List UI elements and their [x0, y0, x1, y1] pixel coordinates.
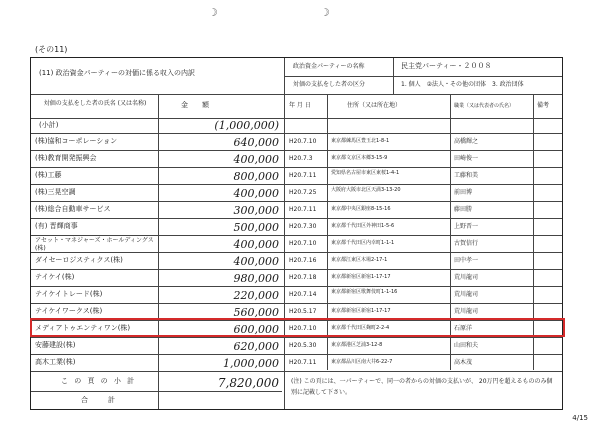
- address: 東京都新宿区新宿1-17-17: [331, 308, 391, 314]
- date: H20.7.3: [289, 155, 313, 162]
- amount: 1,000,000: [223, 357, 279, 370]
- date: H20.7.30: [289, 223, 317, 230]
- amount: 400,000: [233, 153, 279, 166]
- address: 東京都練馬区豊玉北1-8-1: [331, 138, 390, 144]
- column-header-occupation: 職業（又は代表者の氏名）: [454, 103, 515, 109]
- punch-hole-mark: ☽: [320, 6, 330, 19]
- address: 東京都千代田区外神田1-5-6: [331, 223, 395, 229]
- representative: 荒川龍司: [454, 291, 479, 298]
- address: 東京都新宿区歌舞伎町1-1-16: [331, 289, 398, 295]
- amount: 400,000: [233, 238, 279, 251]
- payer-name: 安藤建設(株): [35, 341, 76, 349]
- date: H20.7.10: [289, 240, 317, 247]
- payer-categories: 1. 個人 ②法人・その他の団体 3. 政治団体: [401, 81, 524, 88]
- amount: 560,000: [233, 306, 279, 319]
- payer-name: (有) 晋輝商事: [35, 222, 78, 230]
- address: 東京都品川区南大井6-22-7: [331, 359, 393, 365]
- payer-name: ダイセーロジスティクス(株): [35, 256, 123, 264]
- highlight-box: [30, 318, 565, 337]
- representative: 上野晋一: [454, 223, 479, 230]
- address: 東京都千代田区内幸町1-1-1: [331, 240, 395, 246]
- page-subtotal-label: こ の 頁 の 小 計: [61, 377, 137, 385]
- address: 大阪府大阪市北区天満3-13-20: [331, 187, 401, 193]
- party-name-label: 政治資金パーティーの名称: [293, 63, 365, 70]
- amount: 620,000: [233, 340, 279, 353]
- representative: 高木茂: [454, 359, 473, 366]
- payer-name: (株)協和コーポレーション: [35, 137, 118, 145]
- date: H20.7.10: [289, 138, 317, 145]
- address: 東京都港区芝浦3-12-8: [331, 342, 383, 348]
- amount: 220,000: [233, 289, 279, 302]
- column-header-payer-name: 対価の支払をした者の氏名 (又は名称): [43, 100, 147, 107]
- representative: 前田博: [454, 189, 473, 196]
- payer-name: テイケイワークス(株): [35, 307, 103, 315]
- amount: 300,000: [233, 204, 279, 217]
- representative: 古賀信行: [454, 240, 479, 247]
- amount: 980,000: [233, 272, 279, 285]
- date: H20.7.11: [289, 206, 317, 213]
- date: H20.7.18: [289, 274, 317, 281]
- date: H20.7.16: [289, 257, 317, 264]
- subtotal-label: (小計): [39, 121, 59, 129]
- payer-name: (株)三晃空調: [35, 188, 76, 196]
- address: 東京都中央区銀座8-15-16: [331, 206, 391, 212]
- representative: 田中孝一: [454, 257, 479, 264]
- income-form: [30, 57, 563, 410]
- column-header-date: 年 月 日: [289, 102, 311, 109]
- representative: 荒川龍司: [454, 308, 479, 315]
- representative: 工藤和美: [454, 172, 479, 179]
- payer-name: テイケイ(株): [35, 273, 75, 281]
- grand-total-label: 合 計: [81, 396, 117, 404]
- payer-name: メディアトゥエンティワン(株): [35, 324, 131, 332]
- sheet-label: (その11): [35, 45, 68, 54]
- payer-name: (株)総合自動車サービス: [35, 205, 111, 213]
- date: H20.7.10: [289, 325, 317, 332]
- representative: 田崎俊一: [454, 155, 479, 162]
- representative: 高橋輝之: [454, 138, 479, 145]
- punch-hole-mark: ☽: [208, 6, 218, 19]
- amount: 500,000: [233, 221, 279, 234]
- date: H20.7.11: [289, 172, 317, 179]
- payer-category-label: 対価の支払をした者の区分: [293, 81, 366, 88]
- page-subtotal-amount: 7,820,000: [217, 376, 279, 390]
- date: H20.7.11: [289, 359, 317, 366]
- address: 愛知県名古屋市東区東桜1-4-1: [331, 170, 400, 176]
- representative: 荒川龍司: [454, 274, 479, 281]
- column-header-amount: 金 額: [181, 101, 209, 109]
- column-header-remarks: 備考: [537, 102, 550, 109]
- amount: 640,000: [233, 136, 279, 149]
- payer-name: アセット・マネジャーズ・ホールディングス(株): [35, 237, 154, 252]
- column-header-address: 住所（又は所在地）: [347, 102, 402, 109]
- party-name: 民主党パーティー・２００８: [401, 62, 492, 70]
- address: 東京都江東区木場2-17-1: [331, 257, 388, 263]
- representative: 石原洋: [454, 325, 473, 332]
- amount: 400,000: [233, 187, 279, 200]
- footnote: (注) この頁には、一パーティーで、同一の者からの対価の支払いが、 20万円を超えるもののみ個別に記載して下さい。: [291, 378, 553, 397]
- date: H20.7.14: [289, 291, 317, 298]
- payer-name: (株)教育開発振興会: [35, 154, 97, 162]
- representative: 藤田勝: [454, 206, 473, 213]
- form-title: (11) 政治資金パーティーの対価に係る収入の内訳: [39, 69, 196, 77]
- representative: 山田和夫: [454, 342, 479, 349]
- address: 東京都千代田区麹町2-2-4: [331, 325, 390, 331]
- payer-name: 高木工業(株): [35, 358, 76, 366]
- date: H20.5.30: [289, 342, 317, 349]
- page-number: 4/15: [572, 414, 588, 422]
- payer-name: (株)工藤: [35, 171, 62, 179]
- date: H20.5.17: [289, 308, 317, 315]
- subtotal-amount: (1,000,000): [214, 119, 279, 132]
- address: 東京都新宿区新宿1-17-17: [331, 274, 391, 280]
- amount: 600,000: [233, 323, 279, 336]
- address: 東京都文京区本郷3-15-9: [331, 155, 388, 161]
- payer-name: テイケイトレード(株): [35, 290, 103, 298]
- amount: 400,000: [233, 255, 279, 268]
- date: H20.7.25: [289, 189, 317, 196]
- amount: 800,000: [233, 170, 279, 183]
